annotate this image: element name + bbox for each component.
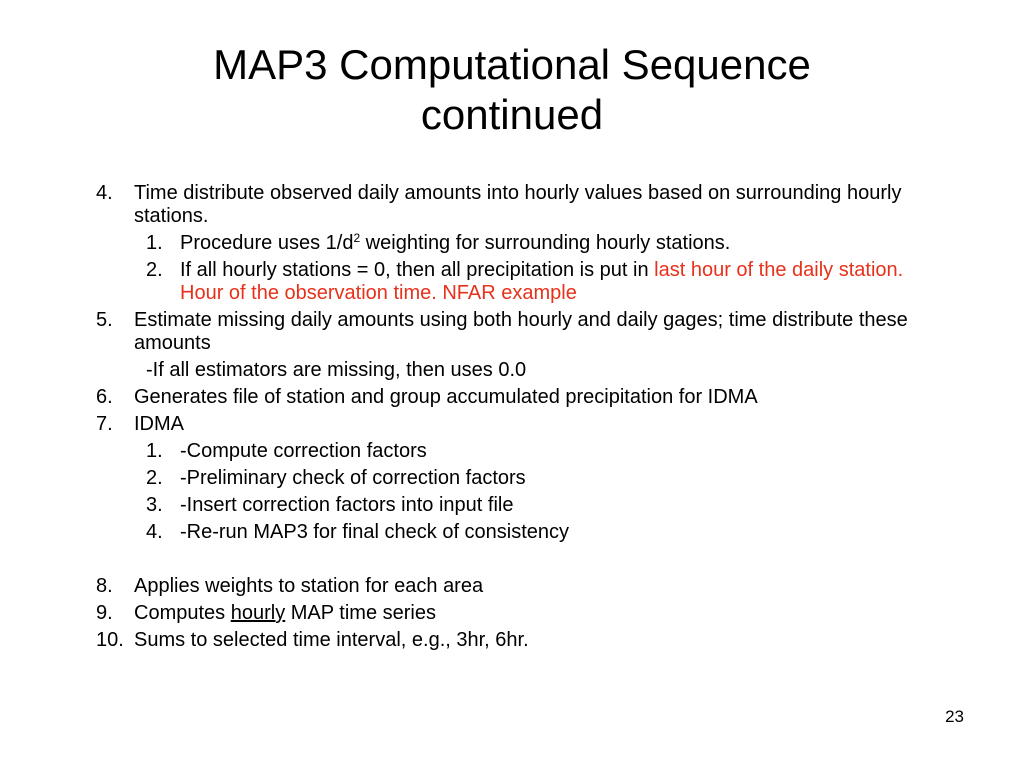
sub-item-text: If all hourly stations = 0, then all precipitation is put in: [180, 259, 655, 281]
sub-item-7-4: [96, 521, 916, 544]
list-item-text: Applies weights to station for each area: [134, 575, 484, 597]
list-item-text: Estimate missing daily amounts using both hourly and daily gages; time distribute these amounts: [134, 309, 908, 354]
sub-list-number: 4.: [146, 521, 163, 543]
list-item-5-note: -If all estimators are missing, then uses 0.0: [146, 359, 527, 381]
list-number: 4.: [96, 182, 113, 204]
slide-title-line-2: continued: [420, 91, 604, 138]
sub-list-number: 3.: [146, 494, 163, 516]
list-item-7: [96, 413, 916, 436]
page-number: 23: [945, 707, 964, 726]
sub-item-4-1: [96, 232, 916, 255]
sub-item-7-1: [96, 440, 916, 463]
sub-item-text: -Re-run MAP3 for final check of consistency: [180, 521, 570, 543]
list-item-text-after: MAP time series: [285, 602, 436, 624]
list-item-text: Sums to selected time interval, e.g., 3hr, 6hr.: [134, 629, 529, 651]
sub-list-number: 1.: [146, 440, 163, 462]
sub-item-text: -Preliminary check of correction factors: [180, 467, 526, 489]
blank-line: [96, 548, 916, 575]
list-number: 10.: [96, 629, 124, 651]
sub-item-text: -Insert correction factors into input file: [180, 494, 514, 516]
list-item-4: [96, 182, 916, 228]
list-item-6: [96, 386, 916, 409]
sub-list-number: 1.: [146, 232, 163, 254]
list-number: 5.: [96, 309, 113, 331]
sub-item-4-2: [96, 259, 916, 305]
sub-item-text: -Compute correction factors: [180, 440, 427, 462]
list-item-text: IDMA: [134, 413, 184, 435]
list-item-text: Generates file of station and group accumulated precipitation for IDMA: [134, 386, 758, 408]
sub-item-7-3: [96, 494, 916, 517]
sub-item-text-after: weighting for surrounding hourly stations.: [360, 232, 731, 254]
list-item-10: [96, 629, 916, 652]
list-item-9: [96, 602, 916, 625]
list-number: 7.: [96, 413, 113, 435]
superscript: 2: [353, 231, 361, 245]
sub-list-number: 2.: [146, 467, 163, 489]
list-item-text-before: Computes: [134, 602, 231, 624]
sub-item-text-before: Procedure uses 1/d: [180, 232, 354, 254]
list-number: 9.: [96, 602, 113, 624]
sub-item-7-2: [96, 467, 916, 490]
highlighted-text: last hour of the daily station. Hour of the observation time. NFAR example: [180, 259, 904, 304]
list-item-8: [96, 575, 916, 598]
underlined-text: hourly: [230, 602, 286, 624]
list-number: 8.: [96, 575, 113, 597]
slide-title: [0, 40, 1024, 140]
slide-title-line-1: MAP3 Computational Sequence: [213, 41, 811, 88]
list-number: 6.: [96, 386, 113, 408]
list-item-5: [96, 309, 916, 355]
list-item-text: Time distribute observed daily amounts into hourly values based on surrounding hourly stations.: [134, 182, 902, 227]
numbered-list: [96, 182, 916, 656]
sub-list-number: 2.: [146, 259, 163, 281]
